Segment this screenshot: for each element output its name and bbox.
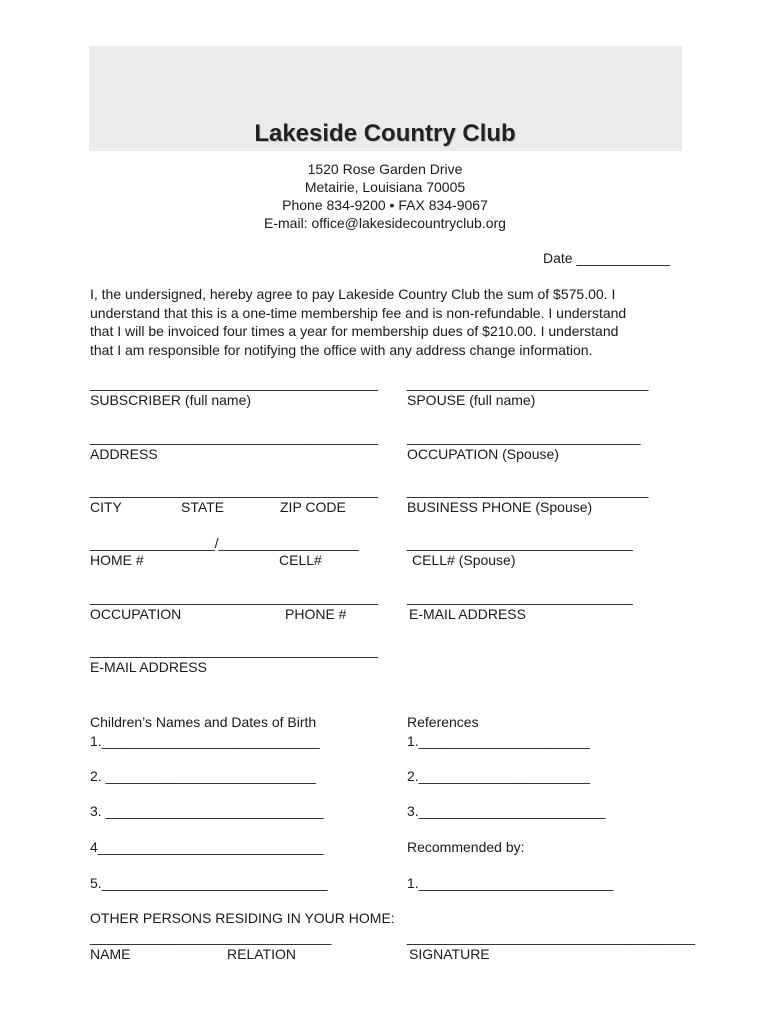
occupation-spouse-label: OCCUPATION (Spouse) — [407, 446, 559, 462]
cell-label: CELL# — [279, 552, 322, 568]
subscriber-name-field[interactable]: _____________________________________ — [90, 375, 379, 391]
state-label: STATE — [181, 499, 225, 515]
occupation-label: OCCUPATION — [90, 606, 182, 622]
recommended-by-field[interactable]: 1._________________________ — [407, 875, 614, 891]
agreement-paragraph — [90, 285, 690, 359]
child-4-field[interactable]: 4_____________________________ — [90, 839, 324, 855]
other-persons-heading: OTHER PERSONS RESIDING IN YOUR HOME: — [90, 910, 395, 926]
reference-2-field[interactable]: 2.______________________ — [407, 768, 590, 784]
address-field[interactable]: _____________________________________ — [90, 429, 379, 445]
child-1-field[interactable]: 1.____________________________ — [90, 733, 320, 749]
zip-label: ZIP CODE — [280, 499, 346, 515]
agreement-line: I, the undersigned, hereby agree to pay Lakeside Country Club the sum of $575.00. I — [90, 286, 616, 302]
child-2-field[interactable]: 2. ___________________________ — [90, 768, 316, 784]
children-heading: Children’s Names and Dates of Birth — [90, 714, 317, 730]
spouse-name-field[interactable]: _______________________________ — [407, 375, 649, 391]
city-label: CITY — [90, 499, 122, 515]
occupation-field[interactable]: _____________________________________ — [90, 589, 379, 605]
signature-label: SIGNATURE — [409, 946, 490, 962]
address-line-1: 1520 Rose Garden Drive — [307, 161, 463, 177]
name-label: NAME — [90, 946, 131, 962]
home-cell-field[interactable]: ________________/__________________ — [90, 535, 359, 551]
business-phone-field[interactable]: _______________________________ — [407, 482, 649, 498]
child-5-field[interactable]: 5._____________________________ — [90, 875, 328, 891]
address-label: ADDRESS — [90, 446, 158, 462]
relation-label: RELATION — [227, 946, 296, 962]
date-field[interactable]: Date ____________ — [543, 250, 670, 266]
phone-fax: Phone 834-9200 • FAX 834-9067 — [282, 197, 488, 213]
cell-spouse-label: CELL# (Spouse) — [412, 552, 516, 568]
email-spouse-field[interactable]: _____________________________ — [407, 589, 633, 605]
agreement-line: that I will be invoiced four times a year for membership dues of $210.00. I understand — [90, 323, 619, 339]
email-label: E-MAIL ADDRESS — [90, 659, 207, 675]
subscriber-label: SUBSCRIBER (full name) — [90, 392, 252, 408]
references-heading: References — [407, 714, 479, 730]
cell-spouse-field[interactable]: _____________________________ — [407, 535, 633, 551]
phone-label: PHONE # — [285, 606, 347, 622]
club-name: Lakeside Country Club — [254, 120, 516, 147]
child-3-field[interactable]: 3. ____________________________ — [90, 803, 324, 819]
address-line-2: Metairie, Louisiana 70005 — [304, 179, 466, 195]
spouse-label: SPOUSE (full name) — [407, 392, 536, 408]
home-label: HOME # — [90, 552, 144, 568]
city-state-zip-field[interactable]: _____________________________________ — [90, 482, 379, 498]
occupation-spouse-field[interactable]: ______________________________ — [407, 429, 641, 445]
email-spouse-label: E-MAIL ADDRESS — [409, 606, 526, 622]
other-persons-field[interactable]: _______________________________ — [90, 929, 332, 945]
agreement-line: understand that this is a one-time membership fee and is non-refundable. I understand — [90, 304, 627, 321]
recommended-by-label: Recommended by: — [407, 839, 525, 855]
email-field[interactable]: _____________________________________ — [90, 642, 379, 658]
business-phone-label: BUSINESS PHONE (Spouse) — [407, 499, 593, 515]
club-email: E-mail: office@lakesidecountryclub.org — [264, 215, 506, 231]
reference-3-field[interactable]: 3.________________________ — [407, 803, 606, 819]
reference-1-field[interactable]: 1.______________________ — [407, 733, 590, 749]
agreement-line: that I am responsible for notifying the office with any address change information. — [90, 341, 593, 358]
signature-field[interactable]: _____________________________________ — [407, 929, 696, 945]
